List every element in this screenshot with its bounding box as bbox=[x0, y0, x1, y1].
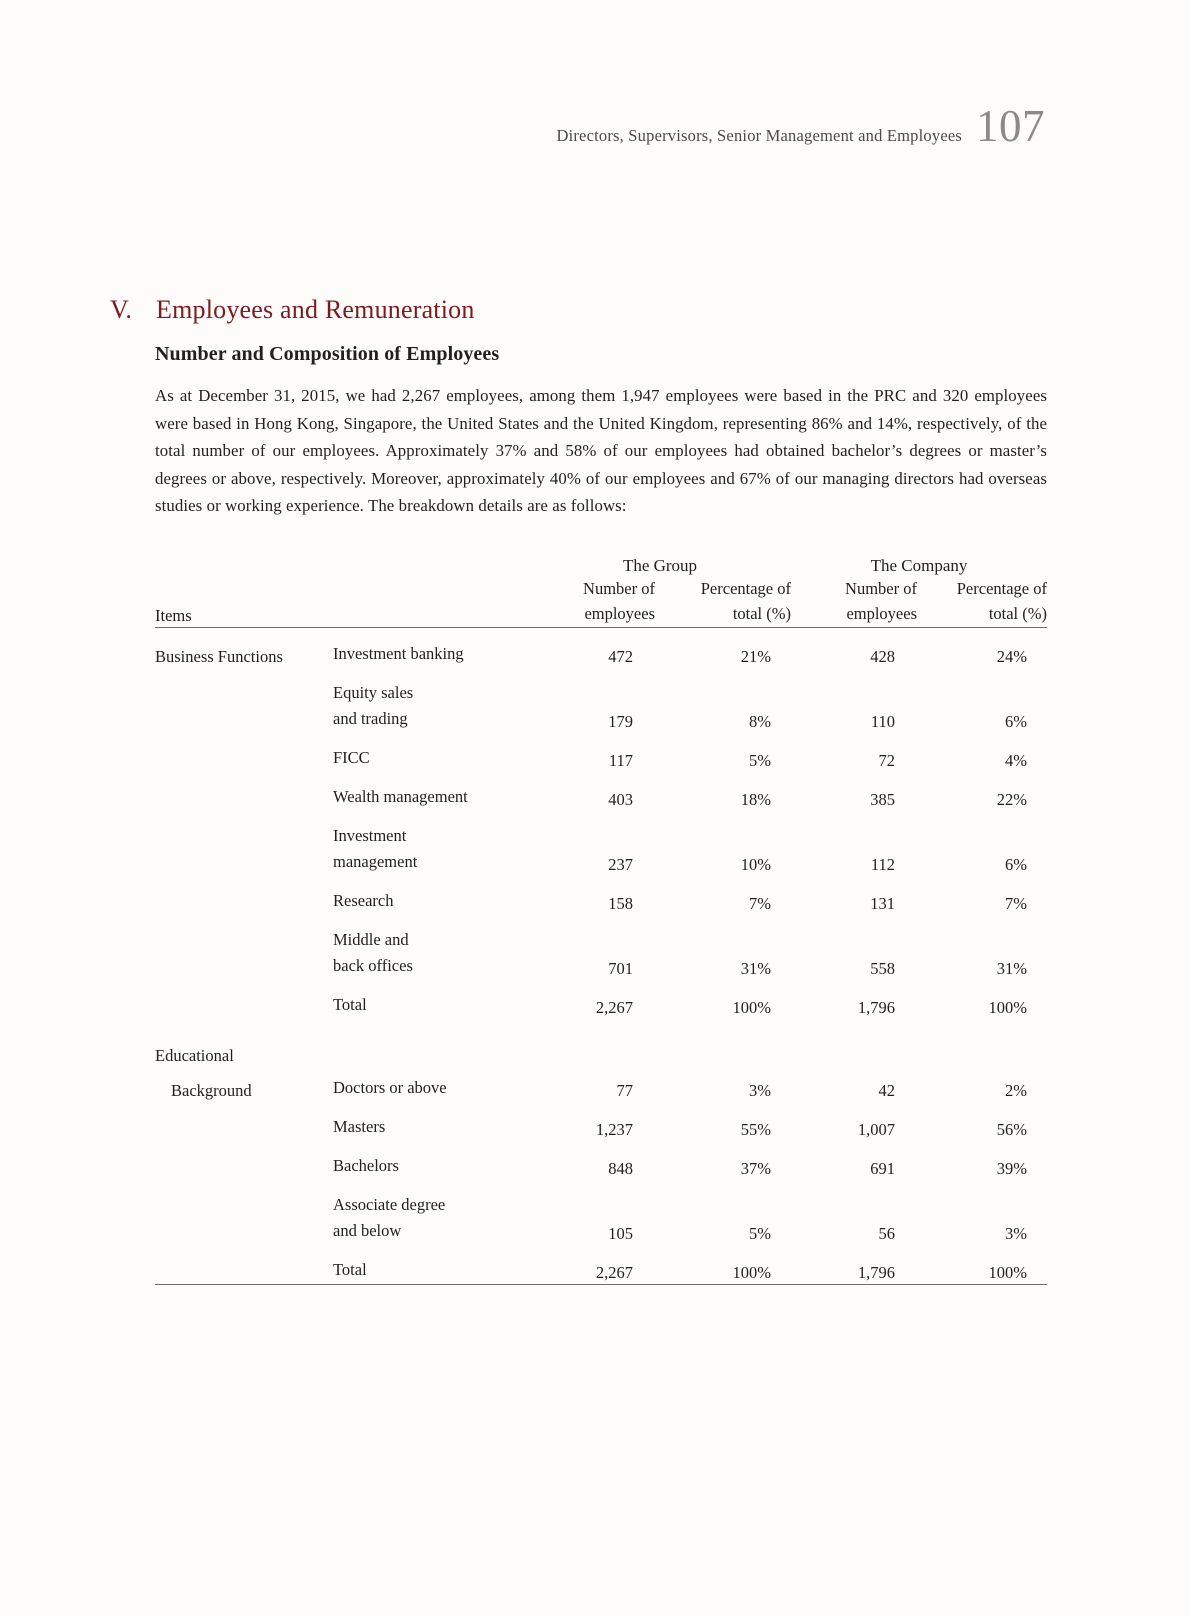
company-percentage: 22% bbox=[996, 790, 1027, 809]
row-label-total bbox=[333, 1244, 529, 1283]
table-row-total bbox=[155, 979, 1047, 1018]
company-percentage: 6% bbox=[1005, 855, 1027, 874]
group-number: 2,267 bbox=[595, 1263, 633, 1282]
group-number: 158 bbox=[608, 894, 633, 913]
row-label bbox=[333, 732, 529, 771]
group-percentage: 10% bbox=[740, 855, 771, 874]
row-label bbox=[333, 914, 529, 979]
group-percentage: 31% bbox=[740, 959, 771, 978]
group-number: 179 bbox=[608, 712, 633, 731]
row-label-line1: Investment banking bbox=[333, 644, 464, 663]
row-label bbox=[333, 771, 529, 810]
category-label-educational-line1: Educational bbox=[155, 1046, 234, 1065]
company-number: 1,796 bbox=[857, 1263, 895, 1282]
company-number: 1,007 bbox=[857, 1120, 895, 1139]
subheader-line1: Percentage of bbox=[956, 579, 1047, 598]
group-percentage: 3% bbox=[749, 1081, 771, 1100]
subheader-line1: Number of bbox=[583, 579, 655, 598]
row-label-line1: Wealth management bbox=[333, 787, 468, 806]
company-number: 131 bbox=[870, 894, 895, 913]
row-label bbox=[333, 875, 529, 914]
table-row bbox=[155, 810, 1047, 875]
row-label-line1: Equity sales bbox=[333, 683, 414, 702]
company-number: 1,796 bbox=[857, 998, 895, 1017]
section-title: Employees and Remuneration bbox=[156, 295, 475, 324]
section-heading bbox=[110, 295, 475, 325]
company-number: 112 bbox=[870, 855, 895, 874]
row-label bbox=[333, 1179, 529, 1244]
row-label-line2: management bbox=[333, 852, 418, 871]
running-header-title: Directors, Supervisors, Senior Management and Employees bbox=[556, 126, 962, 145]
group-number: 472 bbox=[608, 647, 633, 666]
company-number: 691 bbox=[870, 1159, 895, 1178]
table-subheader-row bbox=[155, 576, 1047, 626]
row-label-line1: FICC bbox=[333, 748, 370, 767]
subheader-line1: Percentage of bbox=[700, 579, 791, 598]
group-number: 105 bbox=[608, 1224, 633, 1243]
subheader-company-number bbox=[791, 576, 917, 626]
table-bottom-rule bbox=[155, 1283, 1047, 1285]
table-row bbox=[155, 628, 1047, 668]
company-percentage: 56% bbox=[996, 1120, 1027, 1139]
row-label bbox=[333, 810, 529, 875]
row-label-line1: Investment bbox=[333, 826, 407, 845]
company-number: 72 bbox=[878, 751, 895, 770]
table-row-total bbox=[155, 1244, 1047, 1283]
company-percentage: 4% bbox=[1005, 751, 1027, 770]
group-number: 2,267 bbox=[595, 998, 633, 1017]
company-number: 428 bbox=[870, 647, 895, 666]
items-column-header: Items bbox=[155, 606, 192, 625]
employees-table bbox=[155, 556, 1047, 1285]
table-row bbox=[155, 1101, 1047, 1140]
subheader-line2: employees bbox=[846, 604, 917, 623]
company-percentage: 7% bbox=[1005, 894, 1027, 913]
table-row bbox=[155, 771, 1047, 810]
row-label bbox=[333, 1140, 529, 1179]
group-percentage: 5% bbox=[749, 1224, 771, 1243]
row-label-line1: Research bbox=[333, 891, 394, 910]
row-label-line1: Total bbox=[333, 995, 367, 1014]
row-label-line1: Total bbox=[333, 1260, 367, 1279]
company-number: 56 bbox=[878, 1224, 895, 1243]
table-row bbox=[155, 732, 1047, 771]
company-percentage: 100% bbox=[988, 998, 1027, 1017]
row-label-line1: Doctors or above bbox=[333, 1078, 447, 1097]
group-percentage: 8% bbox=[749, 712, 771, 731]
group-percentage: 100% bbox=[732, 998, 771, 1017]
subsection-title: Number and Composition of Employees bbox=[155, 343, 500, 365]
row-label bbox=[333, 1101, 529, 1140]
group-percentage: 7% bbox=[749, 894, 771, 913]
group-number: 848 bbox=[608, 1159, 633, 1178]
group-header-the-company: The Company bbox=[870, 556, 968, 575]
group-percentage: 55% bbox=[740, 1120, 771, 1139]
group-number: 117 bbox=[608, 751, 633, 770]
company-percentage: 24% bbox=[996, 647, 1027, 666]
group-header-the-group: The Group bbox=[622, 556, 698, 575]
group-percentage: 21% bbox=[740, 647, 771, 666]
company-percentage: 39% bbox=[996, 1159, 1027, 1178]
group-number: 403 bbox=[608, 790, 633, 809]
company-percentage: 100% bbox=[988, 1263, 1027, 1282]
row-label-line2: back offices bbox=[333, 956, 413, 975]
subheader-line1: Number of bbox=[845, 579, 917, 598]
section-numeral: V. bbox=[110, 295, 132, 324]
table-row bbox=[155, 1066, 1047, 1101]
subheader-group-number bbox=[529, 576, 655, 626]
company-percentage: 3% bbox=[1005, 1224, 1027, 1243]
category-label-business-functions: Business Functions bbox=[155, 647, 283, 666]
row-label bbox=[333, 667, 529, 732]
row-label-line2: and below bbox=[333, 1221, 402, 1240]
group-percentage: 18% bbox=[740, 790, 771, 809]
subheader-line2: total (%) bbox=[732, 604, 791, 623]
row-label-line1: Middle and bbox=[333, 930, 409, 949]
group-number: 1,237 bbox=[595, 1120, 633, 1139]
row-label bbox=[333, 628, 529, 668]
category-label-educational-line2: Background bbox=[171, 1081, 252, 1100]
table-row bbox=[155, 1179, 1047, 1244]
group-percentage: 100% bbox=[732, 1263, 771, 1282]
group-number: 237 bbox=[608, 855, 633, 874]
table-row bbox=[155, 914, 1047, 979]
row-label-line1: Bachelors bbox=[333, 1156, 399, 1175]
company-percentage: 31% bbox=[996, 959, 1027, 978]
row-label-line1: Associate degree bbox=[333, 1195, 446, 1214]
row-label-line1: Masters bbox=[333, 1117, 386, 1136]
company-percentage: 2% bbox=[1005, 1081, 1027, 1100]
page-number: 107 bbox=[976, 101, 1045, 151]
subheader-company-percentage bbox=[917, 576, 1047, 626]
subheader-group-percentage bbox=[655, 576, 791, 626]
body-paragraph: As at December 31, 2015, we had 2,267 employees, among them 1,947 employees were based in the PRC and 320 employees were based in Hong Kong, Singapore, the United States and the United Kingdom, representing 86% and 14%, respectively, of the total number of our employees. Approximately 37% and 58% of our employees had obtained bachelor’s degrees or master’s degrees or above, respectively. Moreover, approximately 40% of our employees and 67% of our managing directors had overseas studies or working experience. The breakdown details are as follows: bbox=[155, 386, 1047, 516]
employees-table-container bbox=[155, 556, 1047, 1285]
company-number: 558 bbox=[870, 959, 895, 978]
company-percentage: 6% bbox=[1005, 712, 1027, 731]
table-row bbox=[155, 875, 1047, 914]
group-number: 701 bbox=[608, 959, 633, 978]
table-group-header-row bbox=[155, 556, 1047, 576]
group-percentage: 5% bbox=[749, 751, 771, 770]
group-number: 77 bbox=[616, 1081, 633, 1100]
category-row-educational-background bbox=[155, 1018, 1047, 1066]
company-number: 110 bbox=[870, 712, 895, 731]
page-header bbox=[556, 101, 1045, 151]
table-row bbox=[155, 667, 1047, 732]
group-percentage: 37% bbox=[740, 1159, 771, 1178]
subheader-line2: total (%) bbox=[988, 604, 1047, 623]
company-number: 385 bbox=[870, 790, 895, 809]
company-number: 42 bbox=[878, 1081, 895, 1100]
subheader-line2: employees bbox=[584, 604, 655, 623]
row-label-total bbox=[333, 979, 529, 1018]
row-label-line2: and trading bbox=[333, 709, 408, 728]
table-row bbox=[155, 1140, 1047, 1179]
row-label bbox=[333, 1066, 529, 1101]
